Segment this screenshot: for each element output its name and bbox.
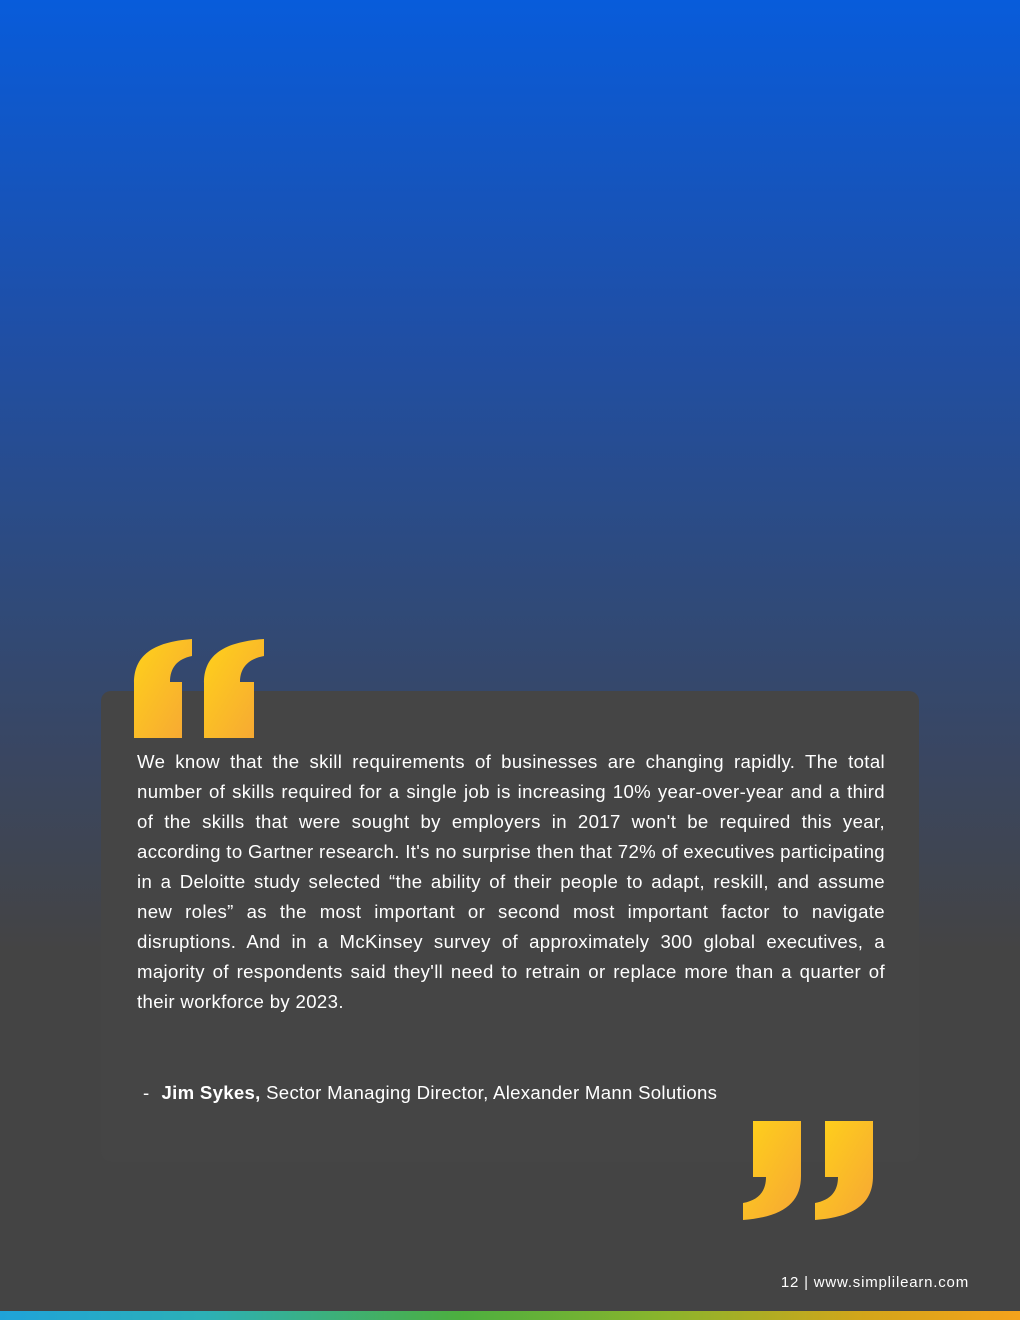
attribution-title: Sector Managing Director, Alexander Mann Solutions bbox=[266, 1082, 718, 1103]
attribution bbox=[143, 1078, 717, 1108]
website-link[interactable]: www.simplilearn.com bbox=[813, 1274, 969, 1291]
attribution-name: Jim Sykes, bbox=[161, 1082, 261, 1103]
footer-page-info bbox=[781, 1274, 969, 1291]
page-number: 12 bbox=[780, 1274, 800, 1291]
footer-color-bar bbox=[0, 1311, 1020, 1320]
open-quote-icon bbox=[132, 638, 266, 738]
attribution-dash: - bbox=[143, 1082, 150, 1103]
quote-text: We know that the skill requirements of businesses are changing rapidly. The total number of skills required for a single job is increasing 10% year-over-year and a third of the skills that were sought by employers in 2017 won't be required this year, according to Gartner research. It's no surprise then that 72% of executives participating in a Deloitte study selected “the ability of their people to adapt, reskill, and assume new roles” as the most important or second most important factor to navigate disruptions. And in a McKinsey survey of approximately 300 global executives, a majority of respondents said they'll need to retrain or replace more than a quarter of their workforce by 2023. bbox=[137, 751, 885, 1012]
footer-separator: | bbox=[804, 1274, 809, 1291]
close-quote-icon bbox=[741, 1121, 875, 1221]
